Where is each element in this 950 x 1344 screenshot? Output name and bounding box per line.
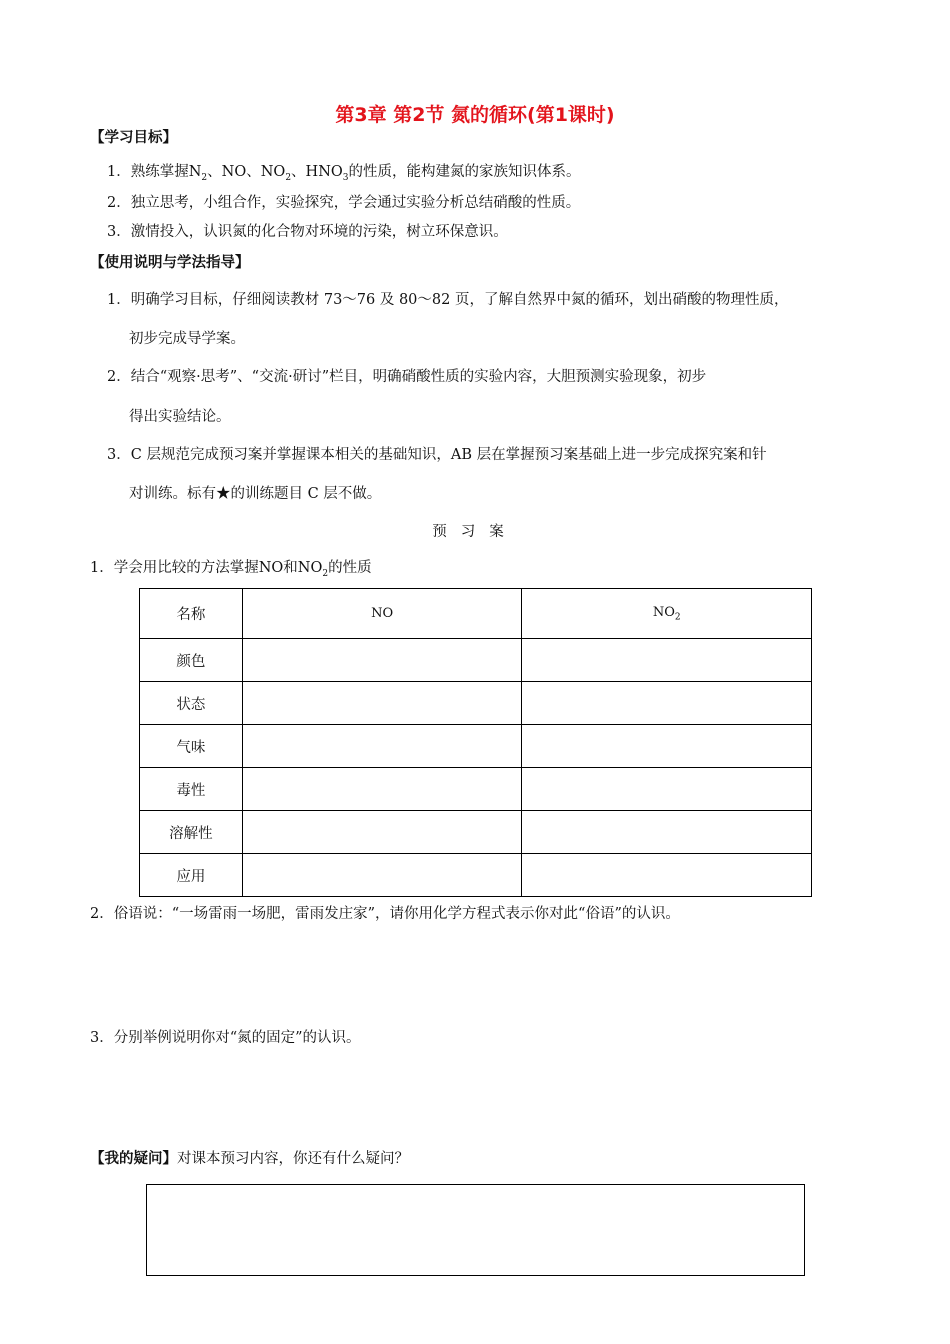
answer-cell[interactable] [522,768,812,811]
answer-cell[interactable] [522,725,812,768]
guide-header: 【使用说明与学法指导】 [90,254,250,271]
answer-cell[interactable] [242,639,522,682]
question-1: 1．学会用比较的方法掌握NO和$NO_2$的性质 [90,560,372,579]
row-label: 气味 [140,725,243,768]
answer-cell[interactable] [242,768,522,811]
table-row [140,682,812,725]
guide-item-1-line-2: 初步完成导学案。 [129,331,245,347]
goals-header: 【学习目标】 [90,129,177,146]
answer-cell[interactable] [242,725,522,768]
goal-item-2: 2．独立思考，小组合作，实验探究，学会通过实验分析总结硝酸的性质。 [107,195,581,211]
table-row [140,854,812,897]
answer-cell[interactable] [522,682,812,725]
row-label: 颜色 [140,639,243,682]
table-header-row [140,589,812,639]
my-question-header: 【我的疑问】 [90,1150,177,1167]
table-row [140,639,812,682]
answer-cell[interactable] [522,854,812,897]
goal-item-1: 1．熟练掌握$N_2$、NO、$NO_2$、$HNO_3$的性质，能构建氮的家族知识体系。 [107,164,581,183]
comparison-table [139,588,812,897]
row-label: 状态 [140,682,243,725]
answer-cell[interactable] [522,639,812,682]
guide-item-2-line-1: 2．结合“观察·思考”、“交流·研讨”栏目，明确硝酸性质的实验内容，大胆预测实验现象，初步 [107,369,707,385]
header-no2: $NO_2$ [522,589,812,639]
table-row [140,725,812,768]
row-label: 毒性 [140,768,243,811]
question-2: 2．俗语说：“一场雷雨一场肥，雷雨发庄家”，请你用化学方程式表示你对此“俗语”的认识。 [90,906,680,922]
answer-cell[interactable] [242,682,522,725]
answer-cell[interactable] [242,811,522,854]
table-row [140,811,812,854]
question-3: 3．分别举例说明你对“氮的固定”的认识。 [90,1030,361,1046]
row-label: 应用 [140,854,243,897]
header-no: NO [242,589,522,639]
question-answer-box[interactable] [146,1184,805,1276]
answer-cell[interactable] [242,854,522,897]
guide-item-3-line-1: 3．C 层规范完成预习案并掌握课本相关的基础知识，AB 层在掌握预习案基础上进一步完成探究案和针 [107,447,767,463]
my-question-text: 对课本预习内容，你还有什么疑问？ [177,1151,409,1167]
preview-heading: 预习案 [432,524,518,540]
guide-item-2-line-2: 得出实验结论。 [129,409,231,425]
answer-cell[interactable] [522,811,812,854]
row-label: 溶解性 [140,811,243,854]
goal-item-3: 3．激情投入，认识氮的化合物对环境的污染，树立环保意识。 [107,224,508,240]
guide-item-1-line-1: 1．明确学习目标，仔细阅读教材 73～76 及 80～82 页，了解自然界中氮的循环，划出硝酸的物理性质， [107,292,789,308]
my-question-line [90,1147,409,1168]
header-name: 名称 [140,589,243,639]
table-row [140,768,812,811]
page-title: 第3章 第2节 氮的循环(第1课时) [335,104,615,126]
guide-item-3-line-2: 对训练。标有★的训练题目 C 层不做。 [129,486,382,502]
